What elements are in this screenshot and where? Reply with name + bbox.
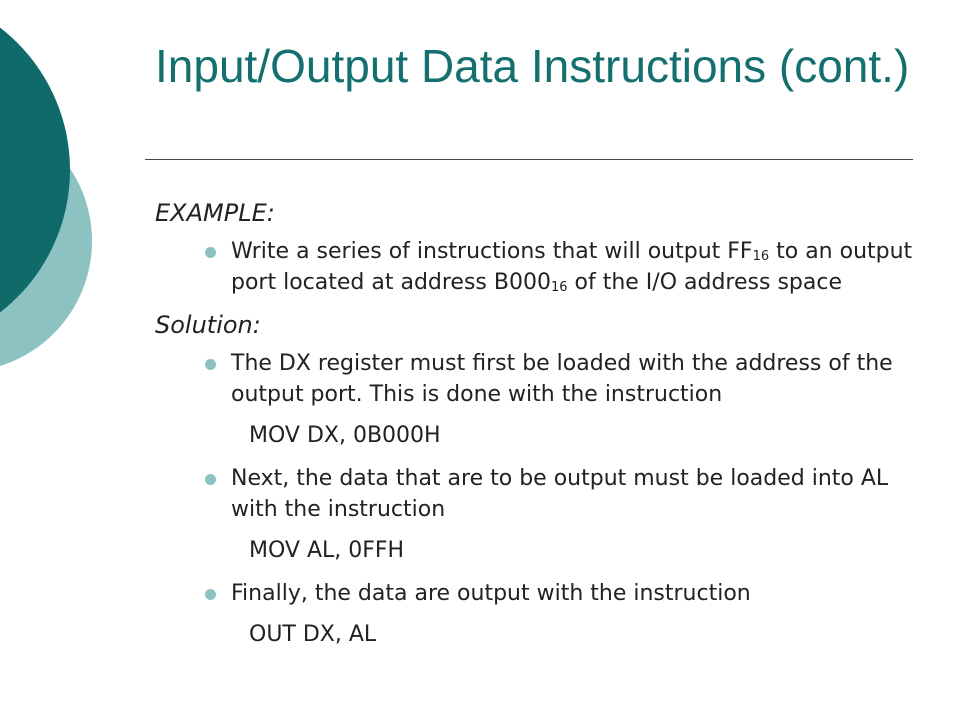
code-line-mov-dx: MOV DX, 0B000H xyxy=(249,423,441,448)
example-list xyxy=(155,236,915,298)
example-text-3: of the I/O address space xyxy=(567,270,842,295)
solution-step-text: Finally, the data are output with the instruction xyxy=(231,581,751,606)
slide-content xyxy=(155,196,915,662)
solution-list xyxy=(155,348,915,410)
example-heading: EXAMPLE: xyxy=(155,199,275,227)
solution-step-text: Next, the data that are to be output must be loaded into AL with the instruction xyxy=(231,466,889,522)
bullet-icon xyxy=(205,474,216,485)
solution-list xyxy=(155,578,915,609)
solution-list xyxy=(155,463,915,525)
code-line-mov-al: MOV AL, 0FFH xyxy=(249,538,405,563)
solution-step-text: The DX register must first be loaded with the address of the output port. This is done with the instruction xyxy=(231,351,893,407)
solution-heading: Solution: xyxy=(155,311,261,339)
example-subscript-2: 16 xyxy=(550,280,568,295)
bullet-icon xyxy=(205,359,216,370)
example-bullet xyxy=(155,236,915,298)
example-text-1: Write a series of instructions that will output FF xyxy=(231,239,753,264)
bullet-icon xyxy=(205,247,216,258)
slide-title: Input/Output Data Instructions (cont.) xyxy=(155,40,910,92)
code-line-out: OUT DX, AL xyxy=(249,622,377,647)
bullet-icon xyxy=(205,589,216,600)
solution-step-2 xyxy=(155,463,915,525)
solution-step-1 xyxy=(155,348,915,410)
solution-step-3 xyxy=(155,578,915,609)
title-divider xyxy=(145,159,913,160)
example-subscript-1: 16 xyxy=(752,249,770,264)
example-text-2: to an output port located at address B000 xyxy=(231,239,913,295)
